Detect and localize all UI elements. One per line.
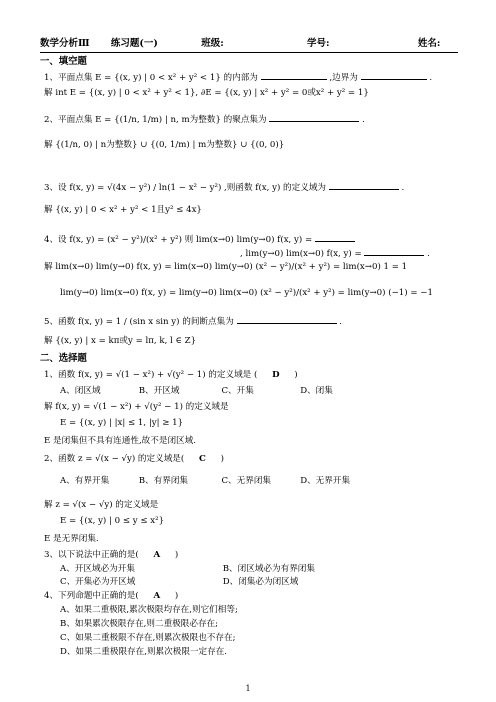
header-rule xyxy=(40,52,458,53)
choice-question-2-solution-3: E 是无界闭集. xyxy=(44,534,99,544)
answer-blank xyxy=(315,232,355,242)
question-2-solution: 解 {(1/n, 0) | n为整数} ∪ {(0, 1/m) | m为整数} ∪ {(0, 0)} xyxy=(44,140,285,150)
choice-question-4-stem: 4、下列命题中正确的是( A ) xyxy=(44,591,179,601)
answer-blank xyxy=(269,112,359,122)
choice-question-1-solution-3: E 是闭集但不具有连通性,故不是闭区域. xyxy=(44,436,196,446)
option-a: A、开区域必为开集 xyxy=(60,564,135,574)
option-a: A、闭区域 xyxy=(60,386,101,396)
option-b: B、如果累次极限存在,则二重极限必存在; xyxy=(60,619,219,629)
answer-blank xyxy=(364,246,424,256)
choice-question-3-options-row-2 xyxy=(60,577,298,588)
header xyxy=(40,38,460,50)
answer-blank xyxy=(237,314,337,324)
exercise-title: 练习题(一) xyxy=(110,38,158,49)
id-label: 学号: xyxy=(307,38,330,49)
choice-answer: D xyxy=(272,370,280,380)
option-c: C、无界闭集 xyxy=(221,476,272,486)
option-b: B、闭区域必为有界闭集 xyxy=(222,564,315,574)
option-d: D、如果二重极限存在,则累次极限一定存在. xyxy=(60,647,228,657)
choice-question-3-stem: 3、以下说法中正确的是( A ) xyxy=(44,550,179,560)
question-5-stem: 5、函数 f(x, y) = 1 / (sin x sin y) 的间断点集为 . xyxy=(44,314,342,328)
option-c: C、如果二重极限不存在,则累次极限也不存在; xyxy=(60,633,236,643)
answer-blank xyxy=(261,70,327,80)
option-b: B、有界闭集 xyxy=(138,476,189,486)
question-5-solution: 解 {(x, y) | x = kπ或y = lπ, k, l ∈ Z} xyxy=(44,336,197,346)
choice-question-2-solution-1: 解 z = √(x − √y) 的定义域是 xyxy=(44,500,159,510)
option-a: A、有界开集 xyxy=(60,476,110,486)
choice-question-3-options-row-1 xyxy=(60,564,315,575)
choice-question-1-solution-1: 解 f(x, y) = √(1 − x²) + √(y² − 1) 的定义域是 xyxy=(44,402,229,412)
question-3-stem: 3、设 f(x, y) = √(4x − y²) / ln(1 − x² − y²) ,则函数 f(x, y) 的定义域为 . xyxy=(44,180,404,194)
question-3-solution: 解 {(x, y) | 0 < x² + y² < 1且y² ≤ 4x} xyxy=(44,205,202,215)
question-4-solution-2: lim(y→0) lim(x→0) f(x, y) = lim(y→0) lim(x→0) (x² − y²)/(x² + y²) = lim(y→0) (−1) = −1 xyxy=(60,288,433,298)
choice-question-1-options xyxy=(60,386,333,397)
answer-blank xyxy=(361,70,427,80)
course-title: 数学分析Ⅲ xyxy=(40,38,90,49)
choice-question-1-solution-2: E = {(x, y) | |x| ≤ 1, |y| ≥ 1} xyxy=(60,418,184,428)
choice-question-2-solution-2: E = {(x, y) | 0 ≤ y ≤ x²} xyxy=(60,516,165,526)
question-4-stem-continued: , lim(y→0) lim(x→0) f(x, y) = . xyxy=(240,246,430,260)
name-label: 姓名: xyxy=(417,38,441,49)
question-4-solution-1: 解 lim(x→0) lim(y→0) f(x, y) = lim(x→0) lim(y→0) (x² − y²)/(x² + y²) = lim(x→0) 1 = 1 xyxy=(44,262,408,272)
section-title-fill-blank: 一、填空题 xyxy=(40,56,87,67)
choice-question-2-options xyxy=(60,476,350,487)
choice-question-1-stem: 1、函数 f(x, y) = √(1 − x²) + √(y² − 1) 的定义域是 ( D ) xyxy=(44,370,298,380)
question-4-stem: 4、设 f(x, y) = (x² − y²)/(x² + y²) 则 lim(x→0) lim(y→0) f(x, y) = xyxy=(44,232,355,246)
option-d: D、无界开集 xyxy=(300,476,351,486)
page-number: 1 xyxy=(245,684,251,693)
choice-answer: C xyxy=(198,454,206,464)
option-d: D、闭集必为闭区域 xyxy=(222,577,299,587)
section-title-multiple-choice: 二、选择题 xyxy=(40,353,87,364)
question-2-stem: 2、平面点集 E = {(1/n, 1/m) | n, m为整数} 的聚点集为 . xyxy=(44,112,365,126)
class-label: 班级: xyxy=(201,38,224,49)
option-c: C、开集 xyxy=(221,386,254,396)
option-a: A、如果二重极限,累次极限均存在,则它们相等; xyxy=(60,605,238,615)
choice-answer: A xyxy=(153,550,161,560)
answer-blank xyxy=(329,180,399,190)
question-1-solution: 解 int E = {(x, y) | 0 < x² + y² < 1}, ∂E = {(x, y) | x² + y² = 0或x² + y² = 1} xyxy=(44,88,369,98)
option-c: C、开集必为开区域 xyxy=(60,577,136,587)
question-1-stem: 1、平面点集 E = {(x, y) | 0 < x² + y² < 1} 的内部为 ,边界为 . xyxy=(44,70,432,84)
option-b: B、开区域 xyxy=(138,386,180,396)
option-d: D、闭集 xyxy=(300,386,333,396)
choice-answer: A xyxy=(153,591,161,601)
choice-question-2-stem: 2、函数 z = √(x − √y) 的定义域是( C ) xyxy=(44,454,224,464)
